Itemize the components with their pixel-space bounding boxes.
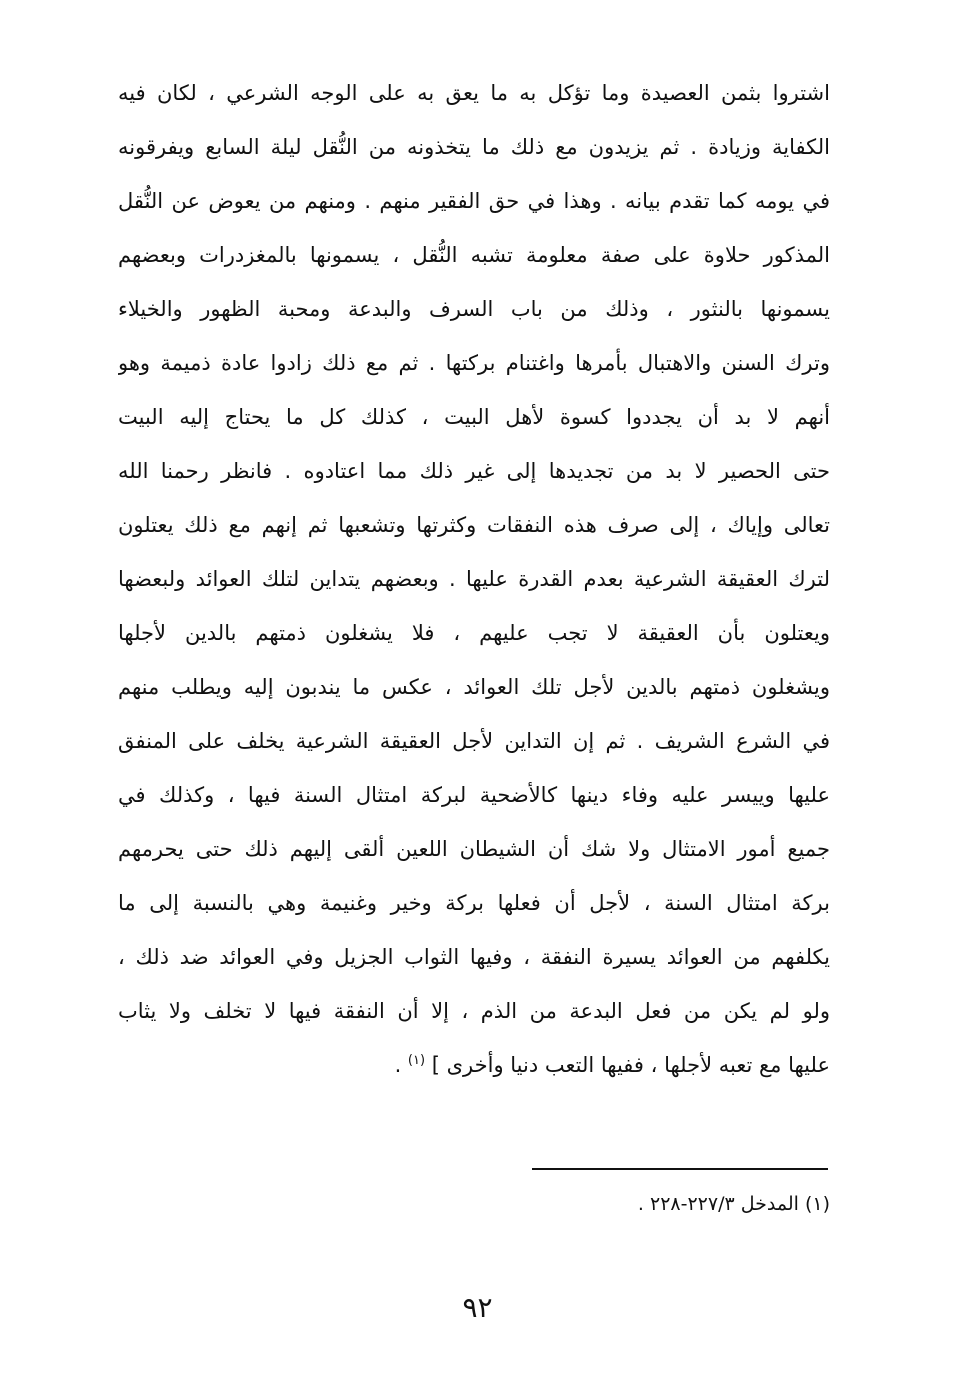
page-number: ٩٢ [462, 1291, 493, 1324]
text-line: في يومه كما تقدم بيانه . وهذا في حق الفقير منهم . ومنهم من يعوض عن النُّقل [118, 189, 830, 213]
text-line: تعالى وإياك ، إلى صرف هذه النفقات وكثرتها وتشعبها ثم إنهم مع ذلك يعتلون [118, 513, 830, 537]
text-line: أنهم لا بد أن يجددوا كسوة لأهل البيت ، كذلك كل ما يحتاج إليه البيت [118, 405, 830, 429]
last-line-end: . [394, 1053, 408, 1077]
text-line: في الشرع الشريف . ثم إن التداين لأجل العقيقة الشرعية يخلف على المنفق [118, 729, 830, 753]
text-line: ولو لم يكن من فعل البدعة من الذم ، إلا أن النفقة فيها لا تخلف ولا يثاب [118, 999, 830, 1023]
text-line: بركة امتثال السنة ، لأجل أن فعلها بركة وخير وغنيمة وهي بالنسبة إلى ما [118, 891, 830, 915]
text-line: حتى الحصير لا بد من تجديدها إلى غير ذلك مما اعتادوه . فانظر رحمنا الله [118, 459, 830, 483]
footnote: (١) المدخل ٢٢٧/٣-٢٢٨ . [637, 1193, 830, 1215]
text-line: اشتروا بثمن العصيدة وما تؤكل به ما يعق به على الوجه الشرعي ، لكان فيه [118, 81, 830, 105]
footnote-reference[interactable]: (١) [407, 1053, 426, 1068]
text-line-last [118, 1038, 830, 1092]
body-text [118, 66, 830, 1092]
last-line-text: عليها مع تعبه لأجلها ، ففيها التعب دنيا وأخرى ] [431, 1053, 830, 1077]
text-line: يسمونها بالنثور ، وذلك من باب السرف والبدعة ومحبة الظهور والخيلاء [118, 297, 830, 321]
text-line: لترك العقيقة الشرعية بعدم القدرة عليها . وبعضهم يتداين لتلك العوائد ولبعضها [118, 567, 830, 591]
text-line: المذكور حلاوة على صفة معلومة تشبه النُّقل ، يسمونها بالمغزدرات وبعضهم [118, 243, 830, 267]
text-line: ويعتلون بأن العقيقة لا تجب عليهم ، فلا يشغلون ذمتهم بالدين لأجلها [118, 621, 830, 645]
text-line: الكفاية وزيادة . ثم يزيدون مع ذلك ما يتخذونه من النُّقل ليلة السابع ويفرقونه [118, 135, 830, 159]
text-line: جميع أمور الامتثال ولا شك أن الشيطان اللعين ألقى إليهم ذلك حتى يحرمهم [118, 837, 830, 861]
footnote-divider [532, 1168, 828, 1170]
text-line: عليها وييسر عليه وفاء دينها كالأضحية لبركة امتثال السنة فيها ، وكذلك في [118, 783, 830, 807]
text-line: ويشغلون ذمتهم بالدين لأجل تلك العوائد ، عكس ما يندبون إليه ويطلب منهم [118, 675, 830, 699]
text-line: وترك السنن والاهتبال بأمرها واغتنام بركتها . ثم مع ذلك زادوا عادة ذميمة وهو [118, 351, 830, 375]
text-line: يكلفهم من العوائد يسيرة النفقة ، وفيها الثواب الجزيل وفي العوائد ضد ذلك ، [118, 945, 830, 969]
